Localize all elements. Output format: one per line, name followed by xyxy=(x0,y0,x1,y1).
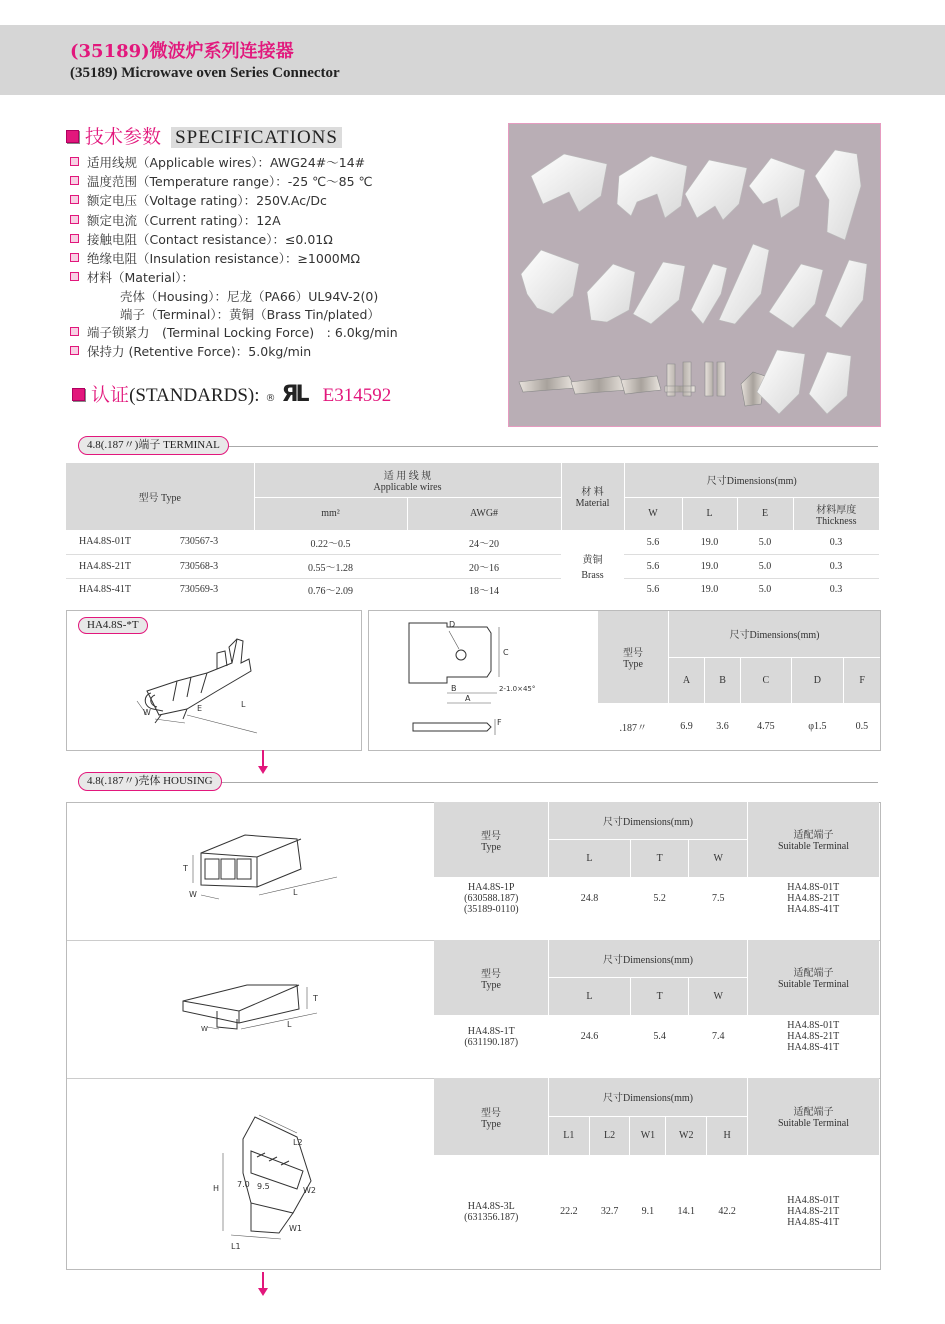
table-row: HA4.8S-21T 730568-3 0.55～1.28 20～16 5.6 19.0 5.0 0.3 xyxy=(66,554,879,578)
table-row: HA4.8S-1P (630588.187) (35189-0110) 24.8 5.2 7.5 HA4.8S-01T HA4.8S-21T HA4.8S-41T xyxy=(463,882,840,916)
th-type: 型号 Type xyxy=(434,940,549,1015)
housing-2-table: 型号 Type 尺寸Dimensions(mm) 适配端子 Suitable Terminal L T W HA4.8S-1T (631190.187) 24.6 5.4 7.4 HA4.8S-01T HA4.8S-21T HA4.8S-41T xyxy=(434,940,879,1058)
title-cn: (35189)微波炉系列连接器 xyxy=(70,41,294,62)
material-line: 端子（Terminal）：黄铜（Brass Tin/plated） xyxy=(120,307,380,322)
diag-letter-e: E xyxy=(197,704,203,713)
svg-text:H: H xyxy=(213,1184,220,1193)
svg-text:L: L xyxy=(293,888,298,897)
svg-text:L2: L2 xyxy=(293,1138,303,1147)
table-row: HA4.8S-3L (631356.187) 22.2 32.7 9.1 14.1 42.2 HA4.8S-01T HA4.8S-21T HA4.8S-41T xyxy=(464,1195,840,1229)
title-en: (35189) Microwave oven Series Connector xyxy=(70,65,340,81)
th-mm2: mm² xyxy=(254,497,407,530)
tab-drawing xyxy=(369,611,599,750)
bullet-icon xyxy=(70,327,79,336)
housing-3-drawing xyxy=(207,1093,367,1253)
standards-cn: 认证 xyxy=(91,384,130,406)
material-cell: 黄铜 Brass xyxy=(581,554,604,581)
svg-text:7.0: 7.0 xyxy=(237,1180,250,1189)
table-row: HA4.8S-1T (631190.187) 24.6 5.4 7.4 HA4.8S-01T HA4.8S-21T HA4.8S-41T xyxy=(464,1020,840,1054)
svg-text:W1: W1 xyxy=(289,1224,302,1233)
svg-text:L: L xyxy=(287,1020,292,1029)
th-dimensions: 尺寸Dimensions(mm) xyxy=(624,463,879,497)
terminal-table xyxy=(66,463,879,601)
bullet-icon xyxy=(70,176,79,185)
product-photo-image xyxy=(509,124,880,426)
arrow-head-icon xyxy=(258,1288,268,1296)
tab-table: 型号 Type 尺寸Dimensions(mm) A B C D F .187〃 6.9 3.6 4.75 φ1.5 0.5 xyxy=(598,611,880,750)
tab-box xyxy=(368,610,881,751)
th-w: W xyxy=(624,497,682,530)
housing-3-table: 型号 Type 尺寸Dimensions(mm) 适配端子 Suitable Terminal L1 L2 W1 W2 H HA4.8S-3L (631356.187) 22.2 32.7 9.1 14.1 42.2 HA4.8S-01T HA4.8S-21T HA4.8S-41T xyxy=(434,1078,879,1268)
svg-text:W2: W2 xyxy=(303,1186,316,1195)
terminal-drawing xyxy=(67,611,361,750)
terminal-diagram-box xyxy=(66,610,362,751)
spec-heading-cn: 技术参数 xyxy=(85,126,162,148)
diag-letter-b: B xyxy=(451,684,457,693)
arrow-down-icon xyxy=(262,1272,264,1288)
arrow-down-icon xyxy=(262,750,264,766)
spec-line: 额定电压（Voltage rating）：250V.Ac/Dc xyxy=(70,191,327,209)
bullet-icon xyxy=(70,234,79,243)
page-header xyxy=(0,25,945,95)
spec-line: 端子锁紧力 (Terminal Locking Force) : 6.0kg/min xyxy=(70,323,398,341)
housing-1-drawing xyxy=(177,823,377,923)
th-thickness: 材料厚度 Thickness xyxy=(793,497,879,530)
spec-line: 材料（Material）： xyxy=(70,268,194,286)
th-suitable: 适配端子 Suitable Terminal xyxy=(748,1078,880,1155)
th-suitable: 适配端子 Suitable Terminal xyxy=(748,802,880,877)
spec-line: 适用线规（Applicable wires）：AWG24#～14# xyxy=(70,153,365,171)
svg-text:W: W xyxy=(189,890,197,899)
th-material: 材 料 Material xyxy=(561,463,624,530)
bullet-square-icon xyxy=(66,130,79,143)
material-line: 壳体（Housing）：尼龙（PA66）UL94V-2(0) xyxy=(120,289,379,304)
bullet-icon xyxy=(70,253,79,262)
th-type: 型号 Type xyxy=(66,463,254,530)
svg-text:9.5: 9.5 xyxy=(257,1182,270,1191)
spec-heading-en: SPECIFICATIONS xyxy=(171,127,342,148)
bullet-square-icon xyxy=(72,388,85,401)
svg-text:W: W xyxy=(201,1025,208,1033)
diag-letter-a: A xyxy=(465,694,471,703)
diag-letter-f: F xyxy=(497,718,502,727)
th-dimensions: 尺寸Dimensions(mm) xyxy=(669,611,881,657)
bullet-icon xyxy=(70,195,79,204)
th-dimensions: 尺寸Dimensions(mm) xyxy=(549,940,748,977)
th-dimensions: 尺寸Dimensions(mm) xyxy=(549,1078,748,1116)
arrow-head-icon xyxy=(258,766,268,774)
spec-line: 温度范围（Temperature range）：-25 ℃～85 ℃ xyxy=(70,172,373,190)
table-row: .187〃 6.9 3.6 4.75 φ1.5 0.5 xyxy=(619,721,869,734)
registered-mark: ® xyxy=(265,393,276,404)
th-type: 型号 Type xyxy=(598,611,669,703)
bullet-icon xyxy=(70,157,79,166)
spec-line: 保持力 (Retentive Force)：5.0kg/min xyxy=(70,342,311,360)
svg-text:T: T xyxy=(313,994,318,1003)
diag-letter-d: D xyxy=(449,620,456,629)
housing-1-table: 型号 Type 尺寸Dimensions(mm) 适配端子 Suitable Terminal L T W HA4.8S-1P (630588.187) (35189-0110) 24.8 5.2 7.5 HA4.8S-01T HA4.8S-21T HA4.8S-41T xyxy=(434,802,879,920)
housing-section-label: 4.8(.187〃)壳体 HOUSING xyxy=(78,772,222,791)
diag-letter-w: W xyxy=(143,708,151,717)
standards-en: (STANDARDS): xyxy=(129,385,260,406)
th-type: 型号 Type xyxy=(434,802,549,877)
bullet-icon xyxy=(70,215,79,224)
diag-letter-l: L xyxy=(241,700,246,709)
spec-line: 接触电阻（Contact resistance）：≤0.01Ω xyxy=(70,230,333,248)
spec-heading xyxy=(66,122,342,149)
standards-line xyxy=(72,380,391,407)
product-photo xyxy=(508,123,881,427)
th-dimensions: 尺寸Dimensions(mm) xyxy=(549,802,748,839)
th-type: 型号 Type xyxy=(434,1078,549,1155)
bullet-icon xyxy=(70,346,79,355)
housing-2-drawing xyxy=(167,963,367,1063)
table-row: HA4.8S-41T 730569-3 0.76～2.09 18～14 5.6 19.0 5.0 0.3 xyxy=(79,584,843,598)
th-e: E xyxy=(737,497,793,530)
th-suitable: 适配端子 Suitable Terminal xyxy=(748,940,880,1015)
svg-text:T: T xyxy=(183,864,188,873)
svg-text:L1: L1 xyxy=(231,1242,241,1251)
spec-line: 额定电流（Current rating）：12A xyxy=(70,211,281,229)
spec-line: 绝缘电阻（Insulation resistance）：≥1000MΩ xyxy=(70,249,360,267)
th-wires: 适 用 线 规 Applicable wires xyxy=(254,463,561,497)
diag-chamfer: 2-1.0×45° xyxy=(499,685,536,693)
ul-logo-icon: ЯL xyxy=(281,382,307,407)
th-awg: AWG# xyxy=(407,497,561,530)
th-l: L xyxy=(682,497,737,530)
diag-letter-c: C xyxy=(503,648,509,657)
bullet-icon xyxy=(70,272,79,281)
terminal-diagram-label: HA4.8S-*T xyxy=(78,617,148,634)
ul-number: E314592 xyxy=(322,385,392,406)
terminal-section-label: 4.8(.187〃)端子 TERMINAL xyxy=(78,436,229,455)
table-row: HA4.8S-01T 730567-3 0.22～0.5 24～20 黄铜 Brass 5.6 19.0 5.0 0.3 xyxy=(66,530,879,554)
